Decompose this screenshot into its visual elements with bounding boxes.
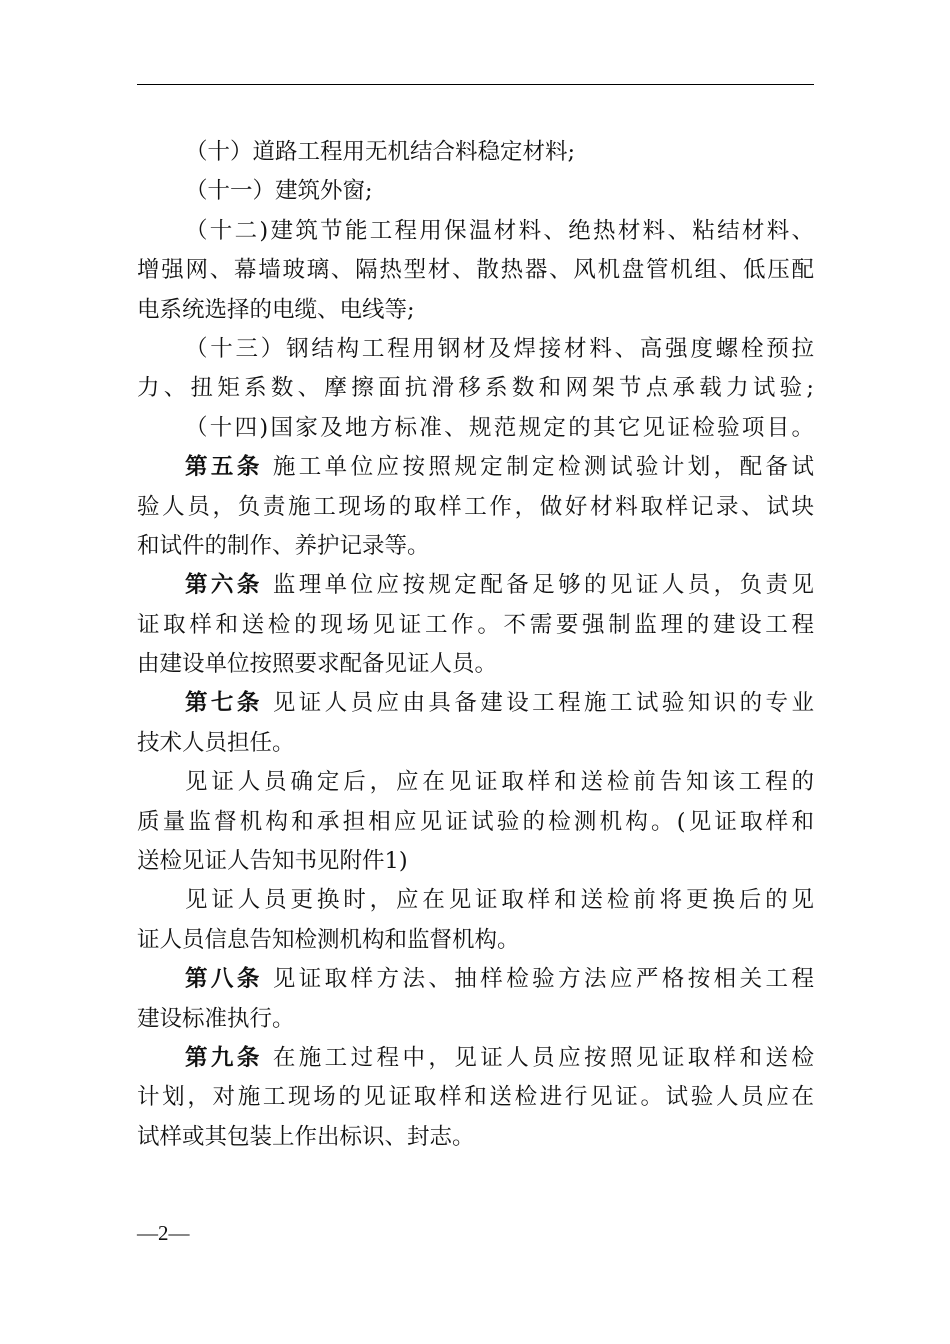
article-5-line-1: 第五条 施工单位应按照规定制定检测试验计划，配备试 — [185, 454, 814, 481]
article-6-line-1: 第六条 监理单位应按规定配备足够的见证人员，负责见 — [185, 572, 814, 599]
article-7-para-2-line-3: 送检见证人告知书见附件1) — [137, 848, 408, 875]
article-7-para-3-line-1: 见证人员更换时，应在见证取样和送检前将更换后的见 — [185, 887, 814, 914]
article-9-line-1: 第九条 在施工过程中，见证人员应按照见证取样和送检 — [185, 1044, 814, 1071]
article-5-line-2: 验人员，负责施工现场的取样工作，做好材料取样记录、试块 — [137, 493, 814, 520]
article-9-line-3: 试样或其包装上作出标识、封志。 — [137, 1123, 475, 1150]
list-item-12-line-1: （十二)建筑节能工程用保温材料、绝热材料、粘结材料、 — [185, 217, 814, 244]
article-8-label: 第八条 — [185, 966, 263, 993]
article-6-label: 第六条 — [185, 572, 263, 599]
article-7-label: 第七条 — [185, 690, 263, 717]
list-item-13-line-1: （十三）钢结构工程用钢材及焊接材料、高强度螺栓预拉 — [185, 335, 814, 362]
article-5-label: 第五条 — [185, 454, 263, 481]
list-item-13-line-2: 力、扭矩系数、摩擦面抗滑移系数和网架节点承载力试验; — [137, 375, 814, 402]
article-5-line-3: 和试件的制作、养护记录等。 — [137, 532, 430, 559]
article-7-line-2: 技术人员担任。 — [137, 729, 295, 756]
document-body — [137, 133, 814, 1157]
list-item-12-line-3: 电系统选择的电缆、电线等; — [137, 296, 415, 323]
article-6-line-2: 证取样和送检的现场见证工作。不需要强制监理的建设工程 — [137, 611, 814, 638]
page-number: —2— — [137, 1221, 190, 1245]
header-rule — [137, 84, 814, 85]
article-6-line-3: 由建设单位按照要求配备见证人员。 — [137, 651, 498, 678]
list-item-12-line-2: 增强网、幕墙玻璃、隔热型材、散热器、风机盘管机组、低压配 — [137, 257, 814, 284]
list-item-11: （十一）建筑外窗; — [185, 178, 373, 205]
article-8-line-1: 第八条 见证取样方法、抽样检验方法应严格按相关工程 — [185, 966, 814, 993]
article-9-label: 第九条 — [185, 1044, 263, 1071]
article-7-para-3-line-2: 证人员信息告知检测机构和监督机构。 — [137, 926, 520, 953]
article-7-line-1: 第七条 见证人员应由具备建设工程施工试验知识的专业 — [185, 690, 814, 717]
article-8-line-2: 建设标准执行。 — [137, 1005, 295, 1032]
article-7-para-2-line-1: 见证人员确定后，应在见证取样和送检前告知该工程的 — [185, 769, 814, 796]
list-item-10: （十）道路工程用无机结合料稳定材料; — [185, 139, 576, 165]
article-9-line-2: 计划，对施工现场的见证取样和送检进行见证。试验人员应在 — [137, 1084, 814, 1111]
list-item-14: （十四)国家及地方标准、规范规定的其它见证检验项目。 — [185, 414, 814, 441]
article-7-para-2-line-2: 质量监督机构和承担相应见证试验的检测机构。(见证取样和 — [137, 808, 814, 835]
